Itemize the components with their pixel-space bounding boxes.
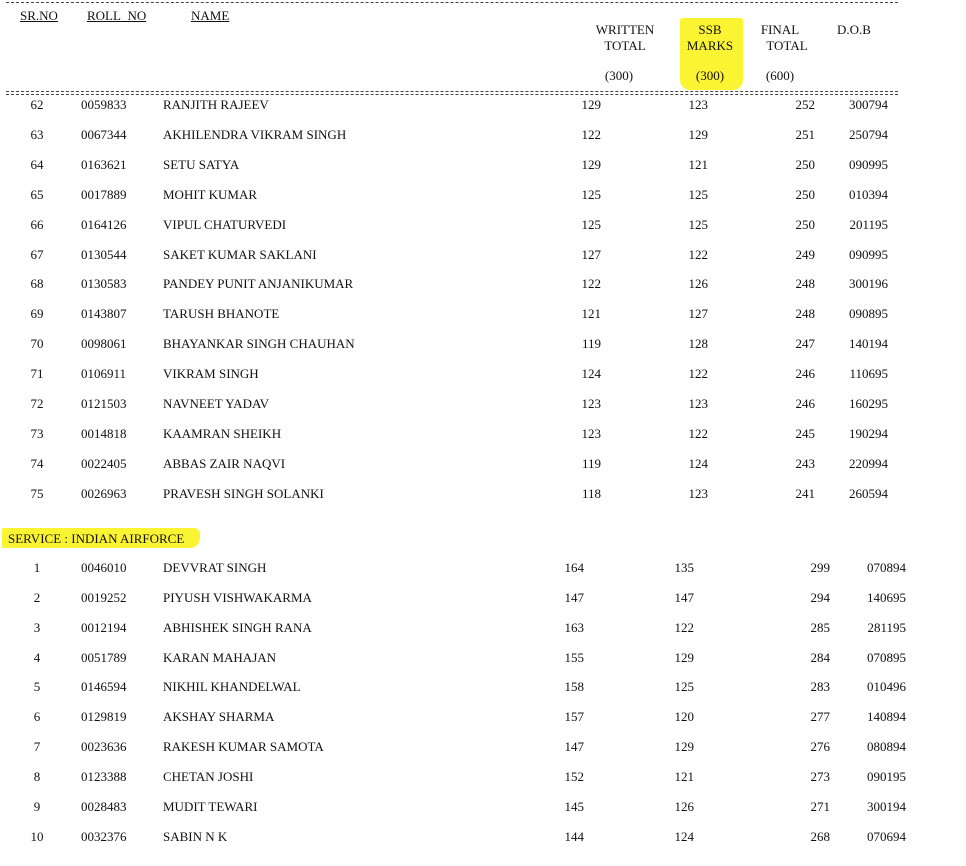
cell-written-total: 157 bbox=[564, 709, 584, 725]
cell-roll-no: 0017889 bbox=[81, 186, 127, 202]
cell-name: RANJITH RAJEEV bbox=[163, 97, 269, 112]
cell-written-total: 145 bbox=[564, 798, 584, 814]
cell-final-total: 246 bbox=[795, 396, 815, 411]
table-row bbox=[0, 215, 966, 235]
cell-name: ABHISHEK SINGH RANA bbox=[163, 619, 312, 635]
cell-written-total: 129 bbox=[581, 97, 601, 112]
table-row bbox=[0, 797, 966, 817]
cell-dob: 090995 bbox=[849, 246, 888, 262]
cell-sr-no: 2 bbox=[33, 589, 41, 605]
cell-ssb-marks: 123 bbox=[688, 485, 708, 501]
cell-written-total: 152 bbox=[564, 768, 584, 784]
header-dob: D.O.B bbox=[837, 22, 871, 37]
cell-roll-no: 0012194 bbox=[81, 619, 127, 635]
cell-name: VIKRAM SINGH bbox=[163, 366, 259, 382]
cell-final-total: 246 bbox=[795, 366, 815, 382]
header-final-max: (600) bbox=[765, 68, 795, 83]
cell-dob: 090895 bbox=[849, 306, 888, 322]
cell-name: VIPUL CHATURVEDI bbox=[163, 216, 287, 232]
cell-dob: 090995 bbox=[849, 156, 888, 172]
cell-sr-no: 72 bbox=[30, 396, 44, 411]
cell-sr-no: 69 bbox=[30, 306, 44, 322]
table-row bbox=[0, 95, 966, 115]
cell-name: TARUSH BHANOTE bbox=[163, 306, 280, 322]
cell-written-total: 123 bbox=[581, 396, 601, 411]
cell-dob: 201195 bbox=[849, 216, 888, 232]
table-row bbox=[0, 274, 966, 294]
cell-dob: 140695 bbox=[867, 589, 906, 605]
cell-final-total: 241 bbox=[795, 485, 815, 501]
header-final-line2: TOTAL bbox=[766, 38, 808, 53]
cell-roll-no: 0163621 bbox=[81, 156, 127, 172]
cell-sr-no: 74 bbox=[30, 455, 44, 471]
cell-roll-no: 0123388 bbox=[81, 768, 127, 784]
top-rule bbox=[6, 2, 898, 3]
section-2-title: SERVICE : INDIAN AIRFORCE bbox=[8, 531, 185, 546]
cell-roll-no: 0130544 bbox=[81, 246, 127, 262]
cell-ssb-marks: 147 bbox=[674, 589, 694, 605]
cell-name: DEVVRAT SINGH bbox=[163, 560, 267, 575]
cell-final-total: 252 bbox=[795, 97, 815, 112]
cell-roll-no: 0059833 bbox=[81, 97, 127, 112]
cell-roll-no: 0028483 bbox=[81, 798, 127, 814]
cell-dob: 070894 bbox=[867, 560, 906, 575]
cell-name: AKHILENDRA VIKRAM SINGH bbox=[163, 126, 347, 142]
cell-roll-no: 0022405 bbox=[81, 455, 127, 471]
cell-dob: 070694 bbox=[867, 828, 906, 844]
cell-sr-no: 71 bbox=[30, 366, 44, 382]
cell-final-total: 271 bbox=[810, 798, 830, 814]
cell-dob: 220994 bbox=[849, 455, 888, 471]
cell-roll-no: 0121503 bbox=[81, 396, 127, 411]
table-row bbox=[0, 245, 966, 265]
header-written-line1: WRITTEN bbox=[595, 22, 655, 37]
cell-dob: 160295 bbox=[849, 396, 888, 411]
table-row bbox=[0, 737, 966, 757]
cell-final-total: 248 bbox=[795, 276, 815, 292]
cell-sr-no: 10 bbox=[30, 828, 44, 844]
cell-ssb-marks: 121 bbox=[674, 768, 694, 784]
cell-written-total: 158 bbox=[564, 679, 584, 695]
header-written-line2: TOTAL bbox=[604, 38, 646, 53]
cell-written-total: 122 bbox=[581, 276, 601, 292]
cell-dob: 110695 bbox=[849, 366, 888, 382]
cell-written-total: 144 bbox=[564, 828, 584, 844]
cell-final-total: 250 bbox=[795, 156, 815, 172]
cell-final-total: 273 bbox=[810, 768, 830, 784]
table-row bbox=[0, 484, 966, 504]
cell-written-total: 118 bbox=[581, 485, 601, 501]
cell-name: ABBAS ZAIR NAQVI bbox=[163, 455, 286, 471]
cell-roll-no: 0051789 bbox=[81, 649, 127, 665]
cell-dob: 010394 bbox=[849, 186, 888, 202]
cell-dob: 080894 bbox=[867, 739, 906, 755]
cell-name: PRAVESH SINGH SOLANKI bbox=[163, 485, 324, 501]
cell-sr-no: 75 bbox=[30, 485, 44, 501]
cell-name: AKSHAY SHARMA bbox=[163, 709, 275, 725]
table-row bbox=[0, 454, 966, 474]
cell-written-total: 147 bbox=[564, 739, 584, 755]
table-row bbox=[0, 155, 966, 175]
table-row bbox=[0, 648, 966, 668]
cell-ssb-marks: 122 bbox=[688, 425, 708, 441]
cell-final-total: 299 bbox=[810, 560, 830, 575]
cell-dob: 300794 bbox=[849, 97, 888, 112]
cell-final-total: 247 bbox=[795, 336, 815, 352]
cell-name: BHAYANKAR SINGH CHAUHAN bbox=[163, 336, 355, 352]
header-ssb-line1: SSB bbox=[698, 22, 722, 37]
cell-dob: 010496 bbox=[867, 679, 906, 695]
cell-ssb-marks: 127 bbox=[688, 306, 708, 322]
cell-sr-no: 8 bbox=[33, 768, 41, 784]
cell-written-total: 163 bbox=[564, 619, 584, 635]
cell-roll-no: 0130583 bbox=[81, 276, 127, 292]
cell-roll-no: 0014818 bbox=[81, 425, 127, 441]
cell-dob: 300194 bbox=[867, 798, 906, 814]
header-roll-no: ROLL_NO bbox=[87, 8, 147, 23]
header-rule-1 bbox=[6, 91, 898, 92]
header-ssb-line2: MARKS bbox=[686, 38, 734, 53]
cell-final-total: 294 bbox=[810, 589, 830, 605]
cell-ssb-marks: 129 bbox=[674, 739, 694, 755]
table-row bbox=[0, 334, 966, 354]
cell-final-total: 250 bbox=[795, 186, 815, 202]
cell-name: PIYUSH VISHWAKARMA bbox=[163, 589, 312, 605]
table-row bbox=[0, 677, 966, 697]
cell-written-total: 127 bbox=[581, 246, 601, 262]
cell-final-total: 245 bbox=[795, 425, 815, 441]
cell-final-total: 251 bbox=[795, 126, 815, 142]
cell-written-total: 119 bbox=[581, 336, 601, 352]
cell-sr-no: 73 bbox=[30, 425, 44, 441]
cell-name: SAKET KUMAR SAKLANI bbox=[163, 246, 317, 262]
cell-roll-no: 0164126 bbox=[81, 216, 127, 232]
cell-roll-no: 0143807 bbox=[81, 306, 127, 322]
cell-sr-no: 4 bbox=[33, 649, 41, 665]
cell-roll-no: 0026963 bbox=[81, 485, 127, 501]
cell-name: PANDEY PUNIT ANJANIKUMAR bbox=[163, 276, 354, 292]
cell-written-total: 124 bbox=[581, 366, 601, 382]
table-row bbox=[0, 185, 966, 205]
header-ssb-max: (300) bbox=[695, 68, 725, 83]
cell-sr-no: 66 bbox=[30, 216, 44, 232]
cell-written-total: 125 bbox=[581, 216, 601, 232]
cell-roll-no: 0146594 bbox=[81, 679, 127, 695]
cell-written-total: 119 bbox=[581, 455, 601, 471]
cell-name: SETU SATYA bbox=[163, 156, 240, 172]
cell-ssb-marks: 122 bbox=[688, 366, 708, 382]
table-row bbox=[0, 618, 966, 638]
cell-roll-no: 0046010 bbox=[81, 560, 127, 575]
cell-name: KARAN MAHAJAN bbox=[163, 649, 277, 665]
cell-sr-no: 1 bbox=[33, 560, 41, 575]
cell-final-total: 277 bbox=[810, 709, 830, 725]
table-row bbox=[0, 558, 966, 578]
cell-sr-no: 70 bbox=[30, 336, 44, 352]
cell-dob: 260594 bbox=[849, 485, 888, 501]
cell-written-total: 164 bbox=[564, 560, 584, 575]
cell-ssb-marks: 129 bbox=[674, 649, 694, 665]
cell-ssb-marks: 122 bbox=[688, 246, 708, 262]
cell-name: NAVNEET YADAV bbox=[163, 396, 270, 411]
cell-sr-no: 65 bbox=[30, 186, 44, 202]
cell-ssb-marks: 135 bbox=[674, 560, 694, 575]
cell-ssb-marks: 126 bbox=[674, 798, 694, 814]
cell-ssb-marks: 128 bbox=[688, 336, 708, 352]
cell-dob: 300196 bbox=[849, 276, 888, 292]
cell-dob: 140894 bbox=[867, 709, 906, 725]
cell-roll-no: 0019252 bbox=[81, 589, 127, 605]
cell-name: MUDIT TEWARI bbox=[163, 798, 258, 814]
cell-sr-no: 67 bbox=[30, 246, 44, 262]
cell-ssb-marks: 122 bbox=[674, 619, 694, 635]
cell-written-total: 155 bbox=[564, 649, 584, 665]
cell-ssb-marks: 126 bbox=[688, 276, 708, 292]
cell-written-total: 121 bbox=[581, 306, 601, 322]
cell-name: SABIN N K bbox=[163, 828, 228, 844]
cell-sr-no: 68 bbox=[30, 276, 44, 292]
cell-roll-no: 0106911 bbox=[81, 366, 127, 382]
cell-final-total: 248 bbox=[795, 306, 815, 322]
cell-roll-no: 0067344 bbox=[81, 126, 127, 142]
cell-sr-no: 64 bbox=[30, 156, 44, 172]
table-row bbox=[0, 827, 966, 847]
table-row bbox=[0, 394, 966, 414]
cell-name: CHETAN JOSHI bbox=[163, 768, 254, 784]
cell-final-total: 285 bbox=[810, 619, 830, 635]
cell-final-total: 276 bbox=[810, 739, 830, 755]
cell-written-total: 123 bbox=[581, 425, 601, 441]
cell-dob: 190294 bbox=[849, 425, 888, 441]
cell-written-total: 147 bbox=[564, 589, 584, 605]
cell-sr-no: 7 bbox=[33, 739, 41, 755]
cell-sr-no: 6 bbox=[33, 709, 41, 725]
table-row bbox=[0, 424, 966, 444]
cell-dob: 281195 bbox=[867, 619, 906, 635]
header-sr-no: SR.NO bbox=[20, 8, 58, 23]
cell-written-total: 122 bbox=[581, 126, 601, 142]
cell-ssb-marks: 123 bbox=[688, 97, 708, 112]
cell-written-total: 129 bbox=[581, 156, 601, 172]
cell-ssb-marks: 125 bbox=[674, 679, 694, 695]
cell-ssb-marks: 125 bbox=[688, 186, 708, 202]
cell-ssb-marks: 124 bbox=[688, 455, 708, 471]
cell-name: NIKHIL KHANDELWAL bbox=[163, 679, 301, 695]
cell-roll-no: 0129819 bbox=[81, 709, 127, 725]
cell-ssb-marks: 124 bbox=[674, 828, 694, 844]
cell-dob: 070895 bbox=[867, 649, 906, 665]
cell-final-total: 268 bbox=[810, 828, 830, 844]
cell-final-total: 250 bbox=[795, 216, 815, 232]
cell-roll-no: 0023636 bbox=[81, 739, 127, 755]
header-written-max: (300) bbox=[604, 68, 634, 83]
cell-sr-no: 5 bbox=[33, 679, 41, 695]
cell-written-total: 125 bbox=[581, 186, 601, 202]
cell-name: KAAMRAN SHEIKH bbox=[163, 425, 282, 441]
cell-name: MOHIT KUMAR bbox=[163, 186, 258, 202]
cell-ssb-marks: 129 bbox=[688, 126, 708, 142]
header-name: NAME bbox=[191, 8, 230, 23]
cell-sr-no: 62 bbox=[30, 97, 44, 112]
cell-final-total: 284 bbox=[810, 649, 830, 665]
cell-dob: 250794 bbox=[849, 126, 888, 142]
cell-dob: 090195 bbox=[867, 768, 906, 784]
table-row bbox=[0, 304, 966, 324]
cell-ssb-marks: 120 bbox=[674, 709, 694, 725]
cell-final-total: 283 bbox=[810, 679, 830, 695]
cell-final-total: 243 bbox=[795, 455, 815, 471]
cell-ssb-marks: 123 bbox=[688, 396, 708, 411]
cell-dob: 140194 bbox=[849, 336, 888, 352]
table-row bbox=[0, 125, 966, 145]
cell-ssb-marks: 121 bbox=[688, 156, 708, 172]
cell-sr-no: 3 bbox=[33, 619, 41, 635]
table-row bbox=[0, 364, 966, 384]
cell-roll-no: 0032376 bbox=[81, 828, 127, 844]
cell-roll-no: 0098061 bbox=[81, 336, 127, 352]
cell-sr-no: 9 bbox=[33, 798, 41, 814]
cell-sr-no: 63 bbox=[30, 126, 44, 142]
header-final-line1: FINAL bbox=[760, 22, 800, 37]
table-row bbox=[0, 707, 966, 727]
table-row bbox=[0, 588, 966, 608]
cell-ssb-marks: 125 bbox=[688, 216, 708, 232]
table-row bbox=[0, 767, 966, 787]
cell-name: RAKESH KUMAR SAMOTA bbox=[163, 739, 324, 755]
cell-final-total: 249 bbox=[795, 246, 815, 262]
